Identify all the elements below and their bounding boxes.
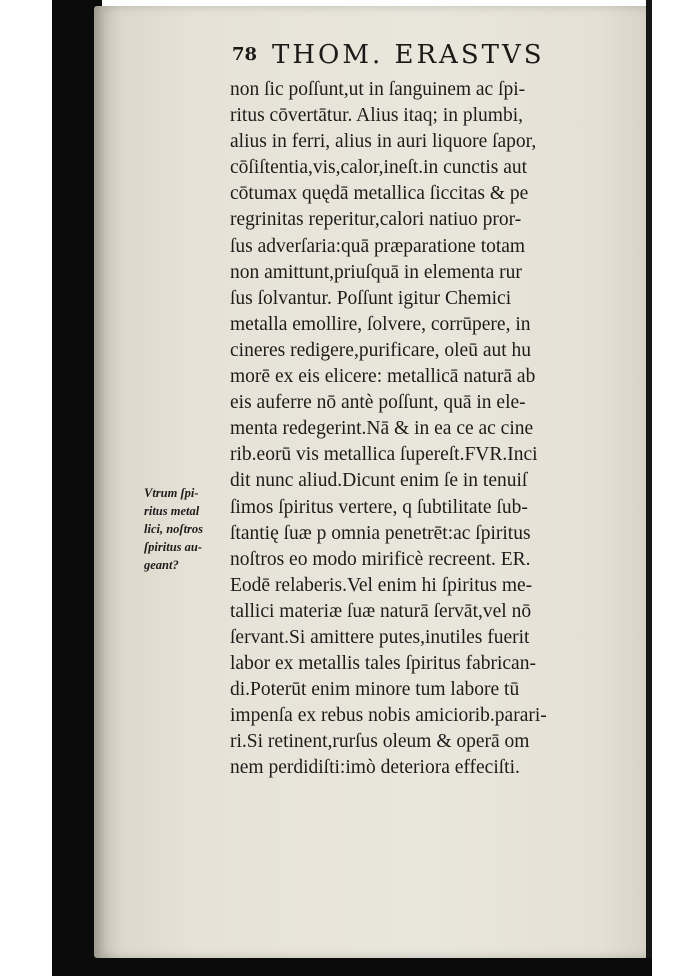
text-line: morē ex eis elicere: metallicā naturā ab xyxy=(230,366,536,388)
text-line: noſtros eo modo mirificè recreent. ER. xyxy=(230,548,531,570)
text-line: cōtumax quędā metallica ſiccitas & pe xyxy=(230,183,529,205)
text-line: regrinitas reperitur,calori natiuo pror- xyxy=(230,209,522,231)
text-line: ſimos ſpiritus vertere, q ſubtilitate ſub- xyxy=(230,496,528,518)
text-line: nem perdidiſti:imò deteriora effeciſti. xyxy=(230,757,520,779)
text-line: rib.eorū vis metallica ſupereſt.FVR.Inci xyxy=(230,444,538,466)
text-line: eis auferre nō antè poſſunt, quā in ele- xyxy=(230,392,526,414)
text-line: labor ex metallis tales ſpiritus fabrican- xyxy=(230,653,536,675)
marginal-note xyxy=(144,484,236,574)
text-line: cineres redigere,purificare, oleū aut hu xyxy=(230,339,532,361)
text-line: ſus ſolvantur. Poſſunt igitur Chemici xyxy=(230,287,512,309)
text-line: di.Poterūt enim minore tum labore tū xyxy=(230,679,520,701)
scan-background-bottom xyxy=(52,958,652,976)
scan-background-right xyxy=(646,0,652,976)
text-line: impenſa ex rebus nobis amiciorib.parari- xyxy=(230,705,547,727)
marginal-note-line: lici, noſtros xyxy=(144,522,204,536)
text-line: menta redegerint.Nā & in ea ce ac cine xyxy=(230,418,534,440)
page-header xyxy=(232,40,632,76)
running-title: THOM. ERASTVS xyxy=(272,40,545,70)
text-line: Eodē relaberis.Vel enim hi ſpiritus me- xyxy=(230,574,533,596)
text-line: metalla emollire, ſolvere, corrūpere, in xyxy=(230,313,531,335)
text-line: alius in ferri, alius in auri liquore ſapor, xyxy=(230,131,537,153)
text-line: non amittunt,priuſquā in elementa rur xyxy=(230,261,522,283)
text-line: tallici materiæ ſuæ naturā ſervāt,vel nō xyxy=(230,600,532,622)
text-line: ritus cōvertātur. Alius itaq; in plumbi, xyxy=(230,105,524,127)
marginal-note-line: geant? xyxy=(144,558,179,572)
marginal-note-line: ſpiritus au- xyxy=(144,540,203,554)
text-line: ſervant.Si amittere putes,inutiles fuerit xyxy=(230,626,530,648)
page-number: 78 xyxy=(232,44,258,65)
text-line: cōſiſtentia,vis,calor,ineſt.in cunctis aut xyxy=(230,157,528,179)
text-line: ſtantię ſuæ p omnia penetrēt:ac ſpiritus xyxy=(230,522,531,544)
marginal-note-line: ritus metal xyxy=(144,504,200,518)
marginal-note-line: Vtrum ſpi- xyxy=(144,486,199,500)
text-line: non ſic poſſunt,ut in ſanguinem ac ſpi- xyxy=(230,79,526,100)
text-line: ſus adverſaria:quā præparatione totam xyxy=(230,235,526,257)
text-line: ri.Si retinent,rurſus oleum & operā om xyxy=(230,731,530,753)
body-text xyxy=(230,77,640,782)
text-line: dit nunc aliud.Dicunt enim ſe in tenuiſ xyxy=(230,470,528,492)
